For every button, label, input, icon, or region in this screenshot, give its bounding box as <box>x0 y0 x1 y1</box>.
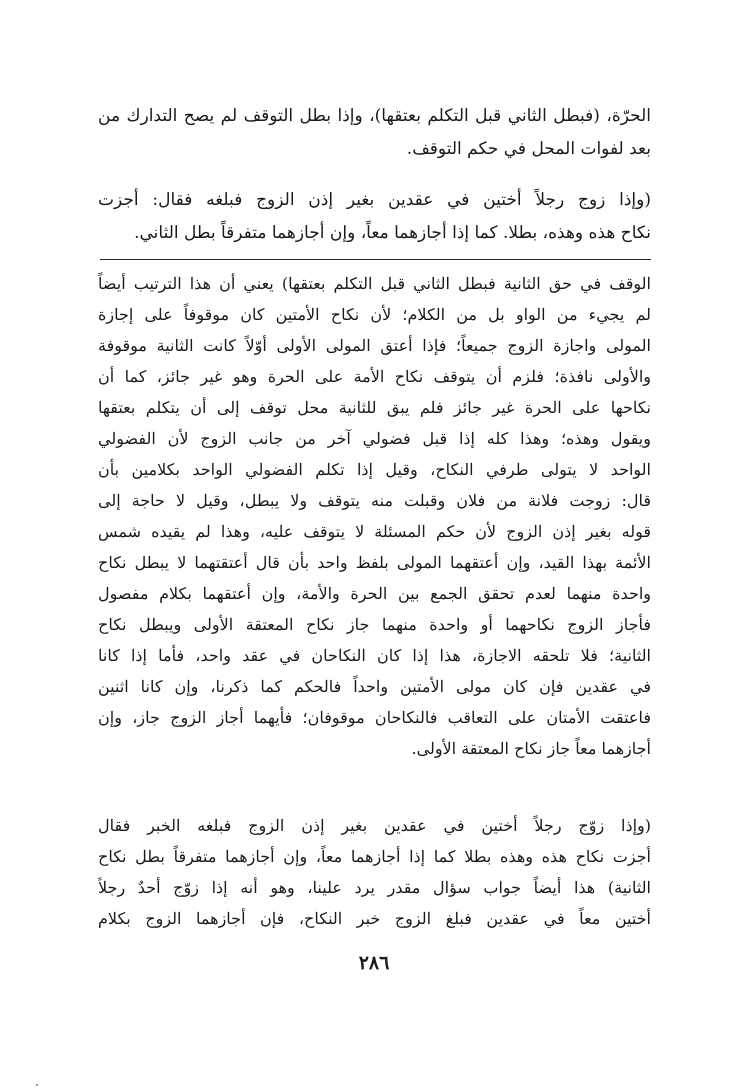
footnote-line: في عقدين فإن كان مولى الأمتين واحداً فالحكم كما ذكرنا، وإن كانا اثنين <box>98 677 651 696</box>
footnote-line: أجازهما معاً جاز نكاح المعتقة الأولى. <box>411 739 651 758</box>
footnote-paragraph-1 <box>98 268 651 764</box>
footnote-line: فاعتقت الأمتان على التعاقب فالنكاحان موقوفان؛ فأيهما أجاز الزوج جاز، وإن <box>98 708 651 727</box>
footnote-line: الوقف في حق الثانية فبطل الثاني قبل التكلم بعتقها) يعني أن هذا الترتيب أيضاً <box>98 274 651 293</box>
footnote-line: الثانية؛ فلا تلحقه الاجازة، هذا إذا كان النكاحان في عقد واحد، فأما إذا كانا <box>98 646 651 665</box>
footnote-line: والأولى نافذة؛ فلزم أن يتوقف نكاح الأمة على الحرة وهو غير جائز، كما أن <box>98 367 651 386</box>
footnote-line: قال: زوجت فلانة من فلان وقبلت منه يتوقف ولا يبطل، وقيل لا حاجة إلى <box>98 491 651 510</box>
footnote-line: قوله بغير إذن الزوج لأن حكم المسئلة لا يتوقف عليه، وهذا لم يقيده شمس <box>98 522 651 541</box>
footnote-line: ويقول وهذه؛ وهذا كله إذا قبل فضولي آخر من جانب الزوج لأن الفضولي <box>98 429 651 448</box>
main-line: نكاح هذه وهذه، بطلا. كما إذا أجازهما معاً، وإن أجازهما متفرقاً بطل الثاني. <box>134 223 651 243</box>
main-line: الحرّة، (فبطل الثاني قبل التكلم بعتقها)، وإذا بطل التوقف لم يصح التدارك من <box>98 106 651 126</box>
footnote-line: لم يجيء من الواو بل من الكلام؛ لأن نكاح الأمتين كان موقوفاً على إجازة <box>98 305 651 324</box>
footnote-line: الثانية) هذا أيضاً جواب سؤال مقدر يرد علينا، وهو أنه إذا زوّج أحدٌ رجلاً <box>98 878 651 897</box>
main-line: بعد لفوات المحل في حكم التوقف. <box>406 139 651 159</box>
footnote-line: أختين معاً في عقدين فبلغ الزوج خبر النكاح، فإن أجازهما الزوج بكلام <box>98 909 651 928</box>
footnote-line: نكاحها على الحرة غير جائز فلم يبق للثانية محل توقف إلى أن يتكلم بعتقها <box>98 398 651 417</box>
main-paragraph-1 <box>98 100 651 166</box>
scan-speck <box>36 1084 38 1086</box>
footnote-line: الأئمة بهذا القيد، وإن أعتقهما المولى بلفظ واحد بأن قال أعتقتهما لا يبطل نكاح <box>98 553 651 572</box>
footnote-line: الواحد لا يتولى طرفي النكاح، وقيل إذا تكلم الفضولي الواحد بكلامين بأن <box>98 460 651 479</box>
page-number: ٢٨٦ <box>358 952 390 974</box>
main-paragraph-2 <box>98 184 651 250</box>
footnote-line: أجزت نكاح هذه وهذه بطلا كما إذا أجازهما معاً، وإن أجازهما متفرقاً بطل نكاح <box>98 847 651 866</box>
main-line: (وإذا زوج رجلاً أختين في عقدين بغير إذن الزوج فبلغه فقال: أجزت <box>98 190 651 210</box>
footnote-paragraph-2 <box>98 810 651 934</box>
footnote-line: المولى واجازة الزوج جميعاً؛ فإذا أعتق المولى الأولى أوّلاً كانت الثانية موقوفة <box>98 336 651 355</box>
footnote-divider <box>100 259 651 260</box>
footnote-line: (وإذا زوّج رجلاً أختين في عقدين بغير إذن الزوج فبلغه الخبر فقال <box>98 816 651 835</box>
footnote-line: واحدة منهما لعدم تحقق الجمع بين الحرة والأمة، وإن أعتقهما بكلام مفصول <box>98 584 651 603</box>
footnote-line: فأجاز الزوج نكاحهما أو واحدة منهما جاز نكاح المعتقة الأولى ويبطل نكاح <box>98 615 651 634</box>
